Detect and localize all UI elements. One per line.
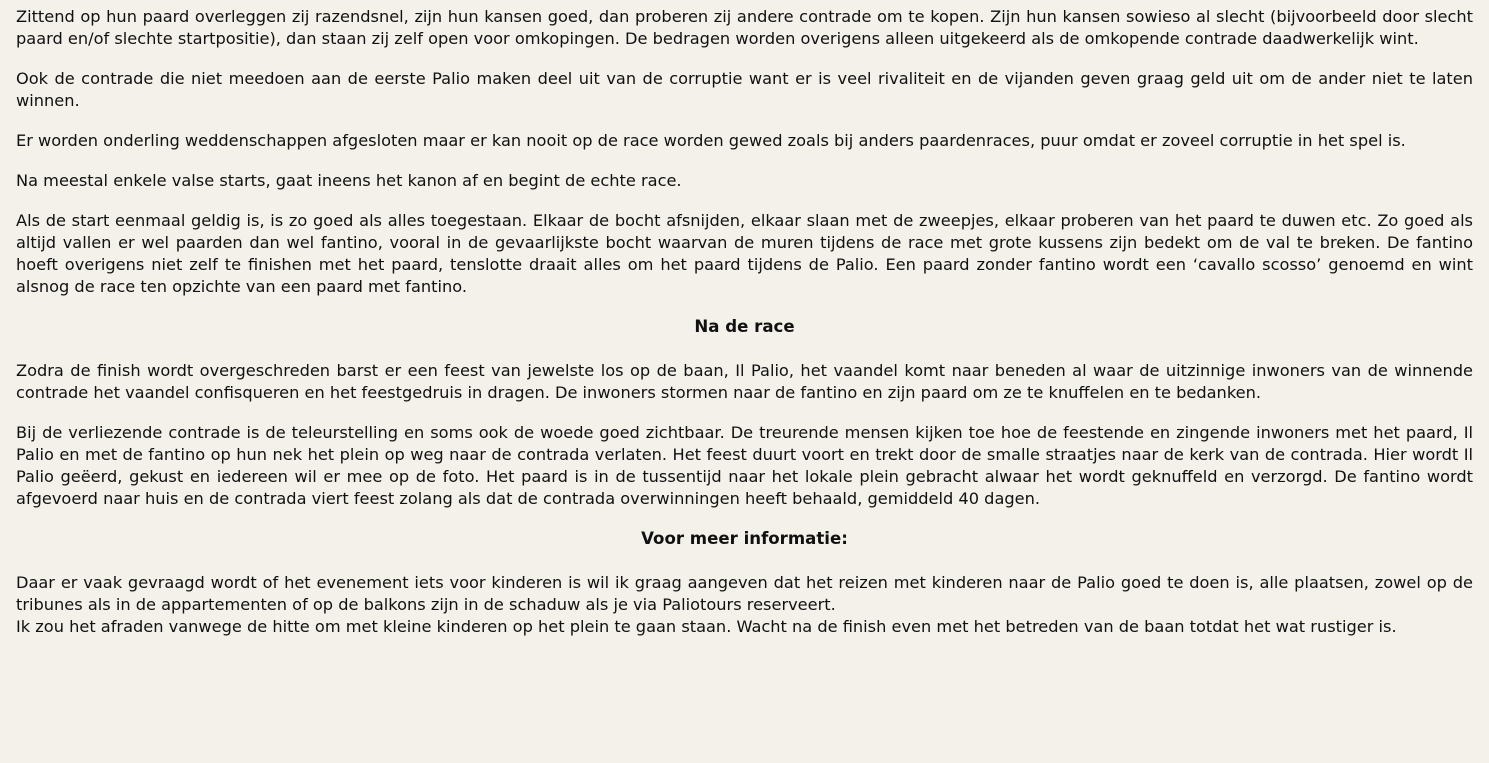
- paragraph-children-info: Daar er vaak gevraagd wordt of het evenement iets voor kinderen is wil ik graag aangeven dat het reizen met kinderen naar de Palio goed te doen is, alle plaatsen, zowel op de tribunes als in de appartementen of op de balkons zijn in de schaduw als je via Paliotours reserveert.: [16, 573, 1473, 614]
- paragraph-rivalry: Ook de contrade die niet meedoen aan de eerste Palio maken deel uit van de corruptie want er is veel rivaliteit en de vijanden geven graag geld uit om de ander niet te laten winnen.: [16, 69, 1473, 110]
- heading-more-info: Voor meer informatie:: [641, 529, 848, 548]
- paragraph-losing-contrade: Bij de verliezende contrade is de teleurstelling en soms ook de woede goed zichtbaar. De treurende mensen kijken toe hoe de feestende en zingende inwoners met het paard, Il Palio en met de fantino op hun nek het plein op weg naar de contrada verlaten. Het feest duurt voort en trekt door de smalle straatjes naar de kerk van de contrada. Hier wordt Il Palio geëerd, gekust en iedereen wil er mee op de foto. Het paard is in de tussentijd naar het lokale plein gebracht alwaar het wordt geknuffeld en verzorgd. De fantino wordt afgevoerd naar huis en de contrada viert feest zolang als dat de contrada overwinningen heeft behaald, gemiddeld 40 dagen.: [16, 423, 1473, 508]
- paragraph-betting: Er worden onderling weddenschappen afgesloten maar er kan nooit op de race worden gewed zoals bij anders paardenraces, puur omdat er zoveel corruptie in het spel is.: [16, 131, 1406, 150]
- paragraph-bribery: Zittend op hun paard overleggen zij razendsnel, zijn hun kansen goed, dan proberen zij andere contrade om te kopen. Zijn hun kansen sowieso al slecht (bijvoorbeeld door slecht paard en/of slechte startpositie), dan staan zij zelf open voor omkopingen. De bedragen worden overigens alleen uitgekeerd als de omkopende contrade daadwerkelijk wint.: [16, 7, 1473, 48]
- paragraph-heat-advice: Ik zou het afraden vanwege de hitte om met kleine kinderen op het plein te gaan staan. Wacht na de finish even met het betreden van de baan totdat het wat rustiger is.: [16, 617, 1397, 636]
- heading-after-race: Na de race: [694, 317, 795, 336]
- paragraph-race-rules: Als de start eenmaal geldig is, is zo goed als alles toegestaan. Elkaar de bocht afsnijden, elkaar slaan met de zweepjes, elkaar proberen van het paard te duwen etc. Zo goed als altijd vallen er wel paarden dan wel fantino, vooral in de gevaarlijkste bocht waarvan de muren tijdens de race met grote kussens zijn bedekt om de val te breken. De fantino hoeft overigens niet zelf te finishen met het paard, tenslotte draait alles om het paard tijdens de Palio. Een paard zonder fantino wordt een ‘cavallo scosso’ genoemd en wint alsnog de race ten opzichte van een paard met fantino.: [16, 211, 1473, 296]
- paragraph-celebration: Zodra de finish wordt overgeschreden barst er een feest van jewelste los op de baan, Il Palio, het vaandel komt naar beneden al waar de uitzinnige inwoners van de winnende contrade het vaandel confisqueren en het feestgedruis in dragen. De inwoners stormen naar de fantino en zijn paard om ze te knuffelen en te bedanken.: [16, 361, 1473, 402]
- paragraph-start: Na meestal enkele valse starts, gaat ineens het kanon af en begint de echte race.: [16, 171, 682, 190]
